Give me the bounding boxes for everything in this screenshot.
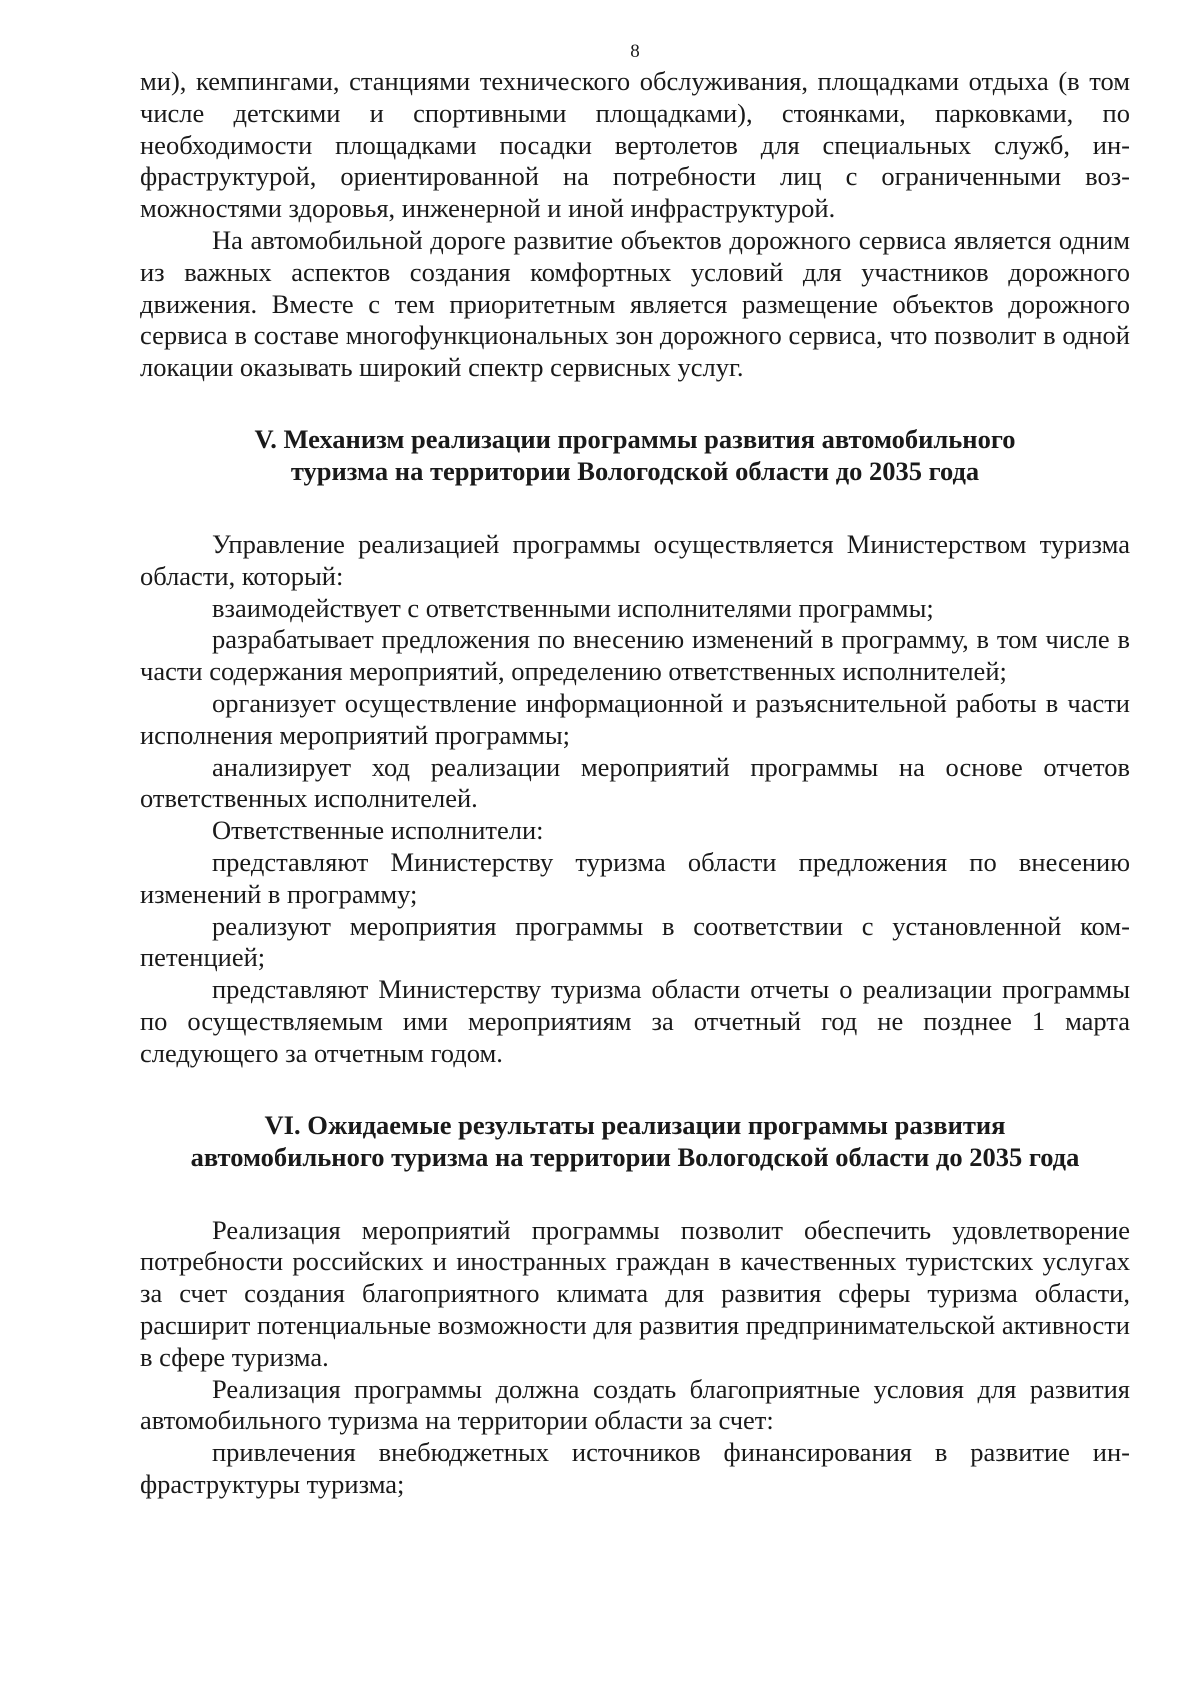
section-5-paragraph: Ответственные исполнители: <box>212 815 544 846</box>
section-6-paragraph: Реализация мероприятий программы позволит обеспечить удовлетворение потребности российских и иностранных граждан в качественных туристских услугах за счет создания благоприятного климата для развития сферы туризма области, расширит потенциальные возможности для развития предпринимательской активности в сфере туризма. <box>140 1214 1130 1372</box>
section-5-paragraph: анализирует ход реализации мероприятий программы на основе отчетов ответственных исполнителей. <box>140 751 1130 814</box>
section-6-heading <box>140 1109 1130 1173</box>
section-5-heading <box>140 423 1130 487</box>
section-6-title-line-1: VI. Ожидаемые результаты реализации программы развития <box>264 1109 1006 1140</box>
section-5-paragraph: реализуют мероприятия программы в соответствии с установленной компетенцией; <box>140 910 1130 973</box>
section-5-paragraph: Управление реализацией программы осуществляется Министерством туризма области, который: <box>140 528 1130 591</box>
section-6-paragraph: Реализация программы должна создать благоприятные условия для развития автомобильного туризма на территории области за счет: <box>140 1373 1130 1436</box>
section-5-paragraph: представляют Министерству туризма области отчеты о реализации программы по осуществляемым ими мероприятиям за отчетный год не позднее 1 марта следующего за отчетным годом. <box>140 974 1130 1068</box>
section-5-title-line-1: V. Механизм реализации программы развития автомобильного <box>254 423 1016 454</box>
section-5-paragraph: организует осуществление информационной и разъяснительной работы в части исполнения мероприятий программы; <box>140 687 1130 750</box>
section-6-paragraph: привлечения внебюджетных источников финансирования в развитие инфраструктуры туризма; <box>140 1437 1130 1499</box>
intro-paragraph: ми), кемпингами, станциями технического обслуживания, площадками отдыха (в том числе детскими и спортивными площадками), стоянками, парковками, по необходимости площадками посадки вертолетов для специальных служб, инфраструктурой, ориентированной на потребности лиц с ограниченными возможностями здоровья, инженерной и иной инфраструктурой. <box>140 66 1130 224</box>
section-6-body <box>140 1215 1130 1501</box>
section-5-paragraph: представляют Министерству туризма области предложения по внесению изменений в программу; <box>140 846 1130 909</box>
document-page <box>140 40 1130 1501</box>
intro-paragraph: На автомобильной дороге развитие объектов дорожного сервиса является одним из важных аспектов создания комфортных условий для участников дорожного движения. Вместе с тем приоритетным является размещение объектов дорожного сервиса в составе многофункциональных зон дорожного сервиса, что позволит в одной локации оказывать широкий спектр сервисных услуг. <box>140 224 1130 383</box>
section-5-paragraph: разрабатывает предложения по внесению изменений в программу, в том числе в части содержания мероприятий, определению ответственных исполнителей; <box>140 624 1130 687</box>
page-number: 8 <box>630 41 640 62</box>
section-5-paragraph: взаимодействует с ответственными исполнителями программы; <box>212 592 934 623</box>
section-6-title-line-2: автомобильного туризма на территории Вологодской области до 2035 года <box>190 1141 1080 1172</box>
section-5-body <box>140 529 1130 1070</box>
section-5-title-line-2: туризма на территории Вологодской области до 2035 года <box>290 455 980 486</box>
